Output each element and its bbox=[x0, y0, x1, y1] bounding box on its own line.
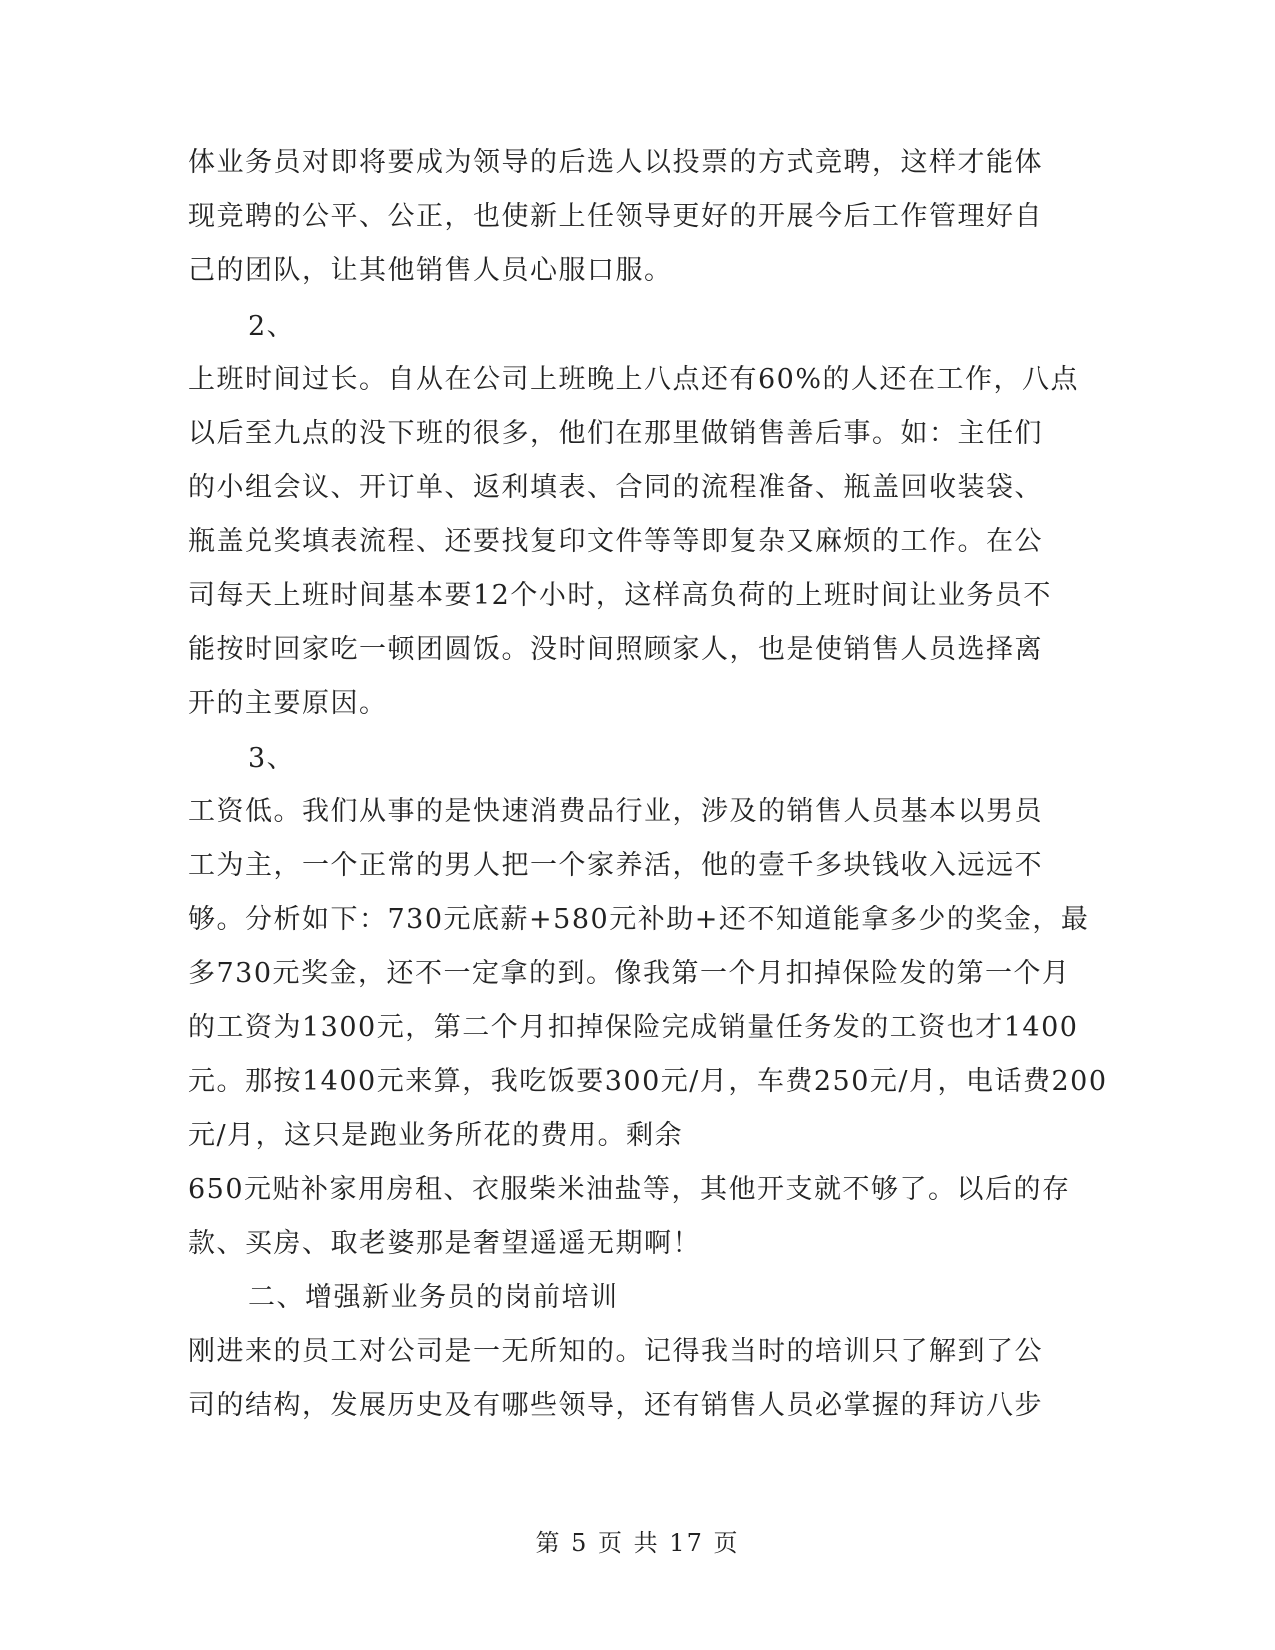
text-line: 开的主要原因。 bbox=[188, 688, 388, 719]
list-number: 3、 bbox=[248, 743, 296, 774]
text-line: 多730元奖金，还不一定拿的到。像我第一个月扣掉保险发的第一个月 bbox=[188, 958, 1071, 989]
text-line: 的工资为1300元，第二个月扣掉保险完成销量任务发的工资也才1400 bbox=[188, 1012, 1079, 1043]
list-number: 2、 bbox=[248, 311, 296, 342]
text-line: 现竞聘的公平、公正，也使新上任领导更好的开展今后工作管理好自 bbox=[188, 201, 1043, 232]
text-line: 体业务员对即将要成为领导的后选人以投票的方式竞聘，这样才能体 bbox=[188, 147, 1043, 178]
text-line: 司的结构，发展历史及有哪些领导，还有销售人员必掌握的拜访八步 bbox=[188, 1390, 1043, 1421]
text-line: 元。那按1400元来算，我吃饭要300元/月，车费250元/月，电话费200 bbox=[188, 1066, 1108, 1097]
text-line: 刚进来的员工对公司是一无所知的。记得我当时的培训只了解到了公 bbox=[188, 1336, 1043, 1367]
page-footer: 第 5 页 共 17 页 bbox=[535, 1529, 740, 1557]
text-line: 上班时间过长。自从在公司上班晚上八点还有60%的人还在工作，八点 bbox=[188, 364, 1080, 395]
text-line: 工为主，一个正常的男人把一个家养活，他的壹千多块钱收入远远不 bbox=[188, 850, 1043, 881]
text-line: 650元贴补家用房租、衣服柴米油盐等，其他开支就不够了。以后的存 bbox=[188, 1174, 1071, 1205]
section-heading: 二、增强新业务员的岗前培训 bbox=[248, 1282, 619, 1313]
text-line: 工资低。我们从事的是快速消费品行业，涉及的销售人员基本以男员 bbox=[188, 796, 1043, 827]
text-line: 瓶盖兑奖填表流程、还要找复印文件等等即复杂又麻烦的工作。在公 bbox=[188, 526, 1043, 557]
text-line: 能按时回家吃一顿团圆饭。没时间照顾家人，也是使销售人员选择离 bbox=[188, 634, 1043, 665]
text-line: 的小组会议、开订单、返利填表、合同的流程准备、瓶盖回收装袋、 bbox=[188, 472, 1043, 503]
text-line: 元/月，这只是跑业务所花的费用。剩余 bbox=[188, 1120, 684, 1151]
text-line: 够。分析如下：730元底薪+580元补助+还不知道能拿多少的奖金，最 bbox=[188, 904, 1090, 935]
text-line: 己的团队，让其他销售人员心服口服。 bbox=[188, 255, 673, 286]
text-line: 司每天上班时间基本要12个小时，这样高负荷的上班时间让业务员不 bbox=[188, 580, 1052, 611]
text-line: 款、买房、取老婆那是奢望遥遥无期啊！ bbox=[188, 1228, 701, 1259]
text-line: 以后至九点的没下班的很多，他们在那里做销售善后事。如：主任们 bbox=[188, 418, 1043, 449]
